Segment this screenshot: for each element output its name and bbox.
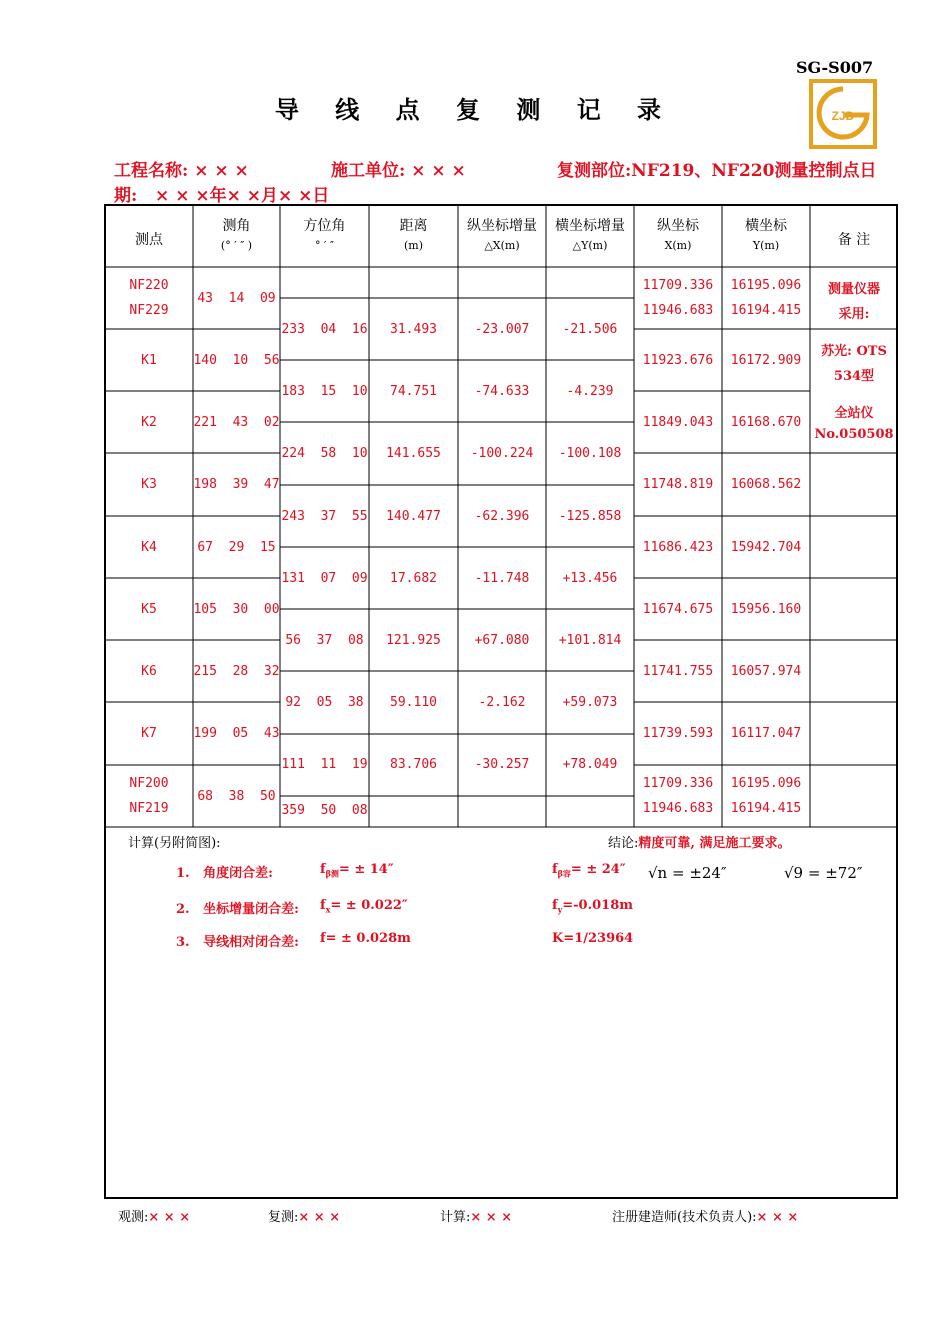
conclusion: 结论:精度可靠, 满足施工要求。 <box>608 836 791 851</box>
measured-angle: 67 29 15 <box>197 540 276 555</box>
azimuth: 233 04 16 <box>281 322 368 337</box>
measured-angle: 215 28 32 <box>193 664 280 679</box>
coord-y: 16117.047 <box>730 726 802 741</box>
col-dy: 横坐标增量 △Y(m) <box>555 218 625 252</box>
station-name: K4 <box>141 540 157 555</box>
angle-closure-measured: $f_{\beta 测}= \pm 14''$ <box>320 862 394 879</box>
col-azimuth: 方位角 ° ′ ″ <box>303 218 346 252</box>
col-y: 横坐标 Y(m) <box>745 218 787 252</box>
station-name: NF200 <box>129 776 169 791</box>
coord-x: 11923.676 <box>642 353 714 368</box>
formula-sqrt-n: √n = ±24″ <box>648 864 727 882</box>
delta-y: -125.858 <box>558 509 622 524</box>
azimuth: 224 58 10 <box>281 446 368 461</box>
measured-angle: 43 14 09 <box>197 291 276 306</box>
distance: 59.110 <box>390 695 437 710</box>
col-remark: 备 注 <box>837 232 871 248</box>
coord-x: 11739.593 <box>642 726 714 741</box>
remark-line: 采用: <box>838 307 870 322</box>
delta-y: +13.456 <box>562 571 618 586</box>
delta-y: -4.239 <box>566 384 614 399</box>
coord-y: 16195.096 <box>730 776 802 791</box>
delta-x: -62.396 <box>474 509 530 524</box>
coord-y: 16057.974 <box>730 664 802 679</box>
coord-x: 11748.819 <box>642 477 714 492</box>
measured-angle: 140 10 56 <box>193 353 280 368</box>
remark-line: No.050508 <box>814 427 894 442</box>
logo-text: ZJD <box>831 109 855 123</box>
delta-x: -23.007 <box>474 322 530 337</box>
coord-closure-x: $f_x= \pm 0.022''$ <box>320 898 408 915</box>
azimuth: 56 37 08 <box>285 633 364 648</box>
coord-x: 11946.683 <box>642 303 714 318</box>
delta-x: -11.748 <box>474 571 530 586</box>
distance: 140.477 <box>386 509 441 524</box>
signature-observe: 观测:× × × <box>118 1210 191 1225</box>
angle-closure-allowed: $f_{\beta 容}= \pm 24''$ <box>552 862 626 879</box>
col-dx: 纵坐标增量 △X(m) <box>467 218 537 252</box>
col-angle: 测角 (° ′ ″ ) <box>220 218 253 252</box>
coord-y: 16194.415 <box>730 801 802 816</box>
station-name: K6 <box>141 664 157 679</box>
relative-closure-f: f= ± 0.028m <box>320 931 411 946</box>
form-code: SG-S007 <box>796 58 874 77</box>
construction-unit: 施工单位: × × × <box>331 161 466 181</box>
coord-y: 16195.096 <box>730 278 802 293</box>
station-name: NF229 <box>129 303 169 318</box>
measured-angle: 68 38 50 <box>197 789 276 804</box>
delta-x: -74.633 <box>474 384 530 399</box>
formula-sqrt-9: √9 = ±72″ <box>784 864 863 882</box>
delta-y: +78.049 <box>562 757 618 772</box>
station-name: K7 <box>141 726 157 741</box>
calc-label: 计算(另附简图): <box>128 836 221 851</box>
coord-y: 16172.909 <box>730 353 802 368</box>
measured-angle: 105 30 00 <box>193 602 280 617</box>
station-name: NF220 <box>129 278 169 293</box>
distance: 17.682 <box>390 571 437 586</box>
delta-x: -30.257 <box>474 757 530 772</box>
station-name: K2 <box>141 415 157 430</box>
coord-x: 11686.423 <box>642 540 714 555</box>
coord-x: 11946.683 <box>642 801 714 816</box>
col-distance: 距离 (m) <box>399 218 428 252</box>
coord-y: 16168.670 <box>730 415 802 430</box>
azimuth: 243 37 55 <box>281 509 368 524</box>
station-name: K3 <box>141 477 157 492</box>
coord-closure-y: $f_y=-0.018m$ <box>552 898 634 915</box>
distance: 31.493 <box>390 322 437 337</box>
distance: 74.751 <box>390 384 437 399</box>
coord-y: 15956.160 <box>730 602 802 617</box>
page-title: 导 线 点 复 测 记 录 <box>274 95 676 124</box>
coord-x: 11709.336 <box>642 278 714 293</box>
coord-y: 15942.704 <box>730 540 802 555</box>
delta-x: +67.080 <box>474 633 530 648</box>
delta-y: +101.814 <box>558 633 622 648</box>
remark-line: 534型 <box>833 369 875 384</box>
delta-x: -2.162 <box>478 695 526 710</box>
project-name: 工程名称: × × × <box>114 161 249 181</box>
delta-y: -21.506 <box>562 322 618 337</box>
coord-x: 11741.755 <box>642 664 714 679</box>
azimuth: 183 15 10 <box>281 384 368 399</box>
measured-angle: 198 39 47 <box>193 477 280 492</box>
relative-closure-k: K=1/23964 <box>552 931 634 946</box>
distance: 141.655 <box>386 446 441 461</box>
remark-line: 全站仪 <box>834 406 874 421</box>
coord-x: 11849.043 <box>642 415 714 430</box>
station-name: K1 <box>141 353 157 368</box>
distance: 121.925 <box>386 633 441 648</box>
delta-y: +59.073 <box>562 695 618 710</box>
signature-compute: 计算:× × × <box>440 1210 513 1225</box>
delta-y: -100.108 <box>558 446 622 461</box>
azimuth: 359 50 08 <box>281 803 368 818</box>
azimuth: 111 11 19 <box>281 757 368 772</box>
remark-line: 苏光: OTS <box>821 344 887 359</box>
station-name: K5 <box>141 602 157 617</box>
distance: 83.706 <box>390 757 437 772</box>
relative-closure-label: 3. 导线相对闭合差: <box>176 935 299 950</box>
survey-part: 复测部位:NF219、NF220测量控制点日 <box>557 161 877 181</box>
col-point: 测点 <box>135 232 163 248</box>
remark-line: 测量仪器 <box>827 282 880 297</box>
station-name: NF219 <box>129 801 169 816</box>
coord-closure-label: 2. 坐标增量闭合差: <box>176 902 299 917</box>
signature-recheck: 复测:× × × <box>268 1210 341 1225</box>
signature-engineer: 注册建造师(技术负责人):× × × <box>612 1210 799 1225</box>
measured-angle: 199 05 43 <box>193 726 280 741</box>
coord-y: 16068.562 <box>730 477 802 492</box>
col-x: 纵坐标 X(m) <box>657 218 699 252</box>
survey-date: 期: × × ×年× ×月× ×日 <box>114 186 330 206</box>
azimuth: 92 05 38 <box>285 695 364 710</box>
coord-y: 16194.415 <box>730 303 802 318</box>
coord-x: 11709.336 <box>642 776 714 791</box>
measured-angle: 221 43 02 <box>193 415 280 430</box>
angle-closure-label: 1. 角度闭合差: <box>176 866 273 881</box>
coord-x: 11674.675 <box>642 602 714 617</box>
azimuth: 131 07 09 <box>281 571 368 586</box>
delta-x: -100.224 <box>470 446 534 461</box>
